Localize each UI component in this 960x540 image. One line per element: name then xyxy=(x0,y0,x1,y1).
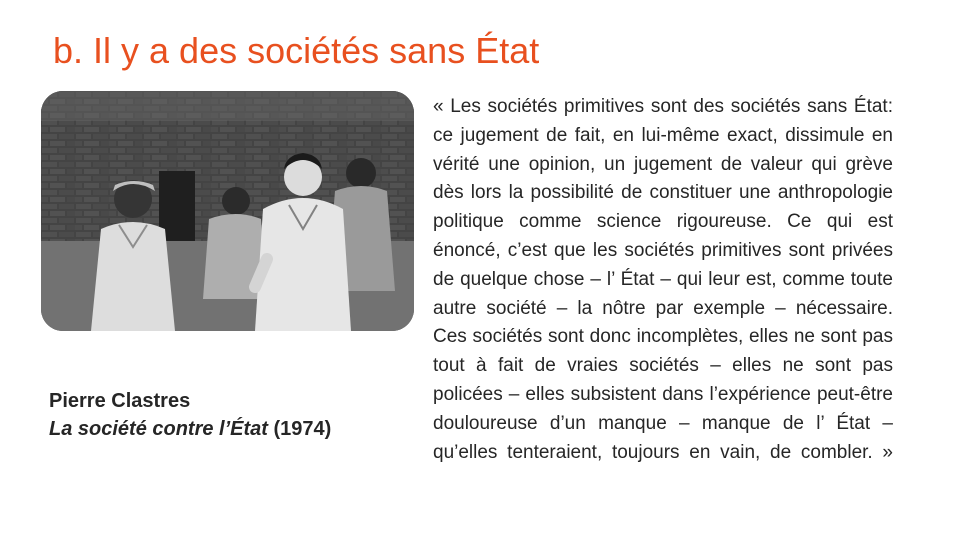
group-photo-image xyxy=(41,91,414,331)
photo-caption xyxy=(49,387,419,443)
slide-title: b. Il y a des sociétés sans État xyxy=(53,30,540,71)
caption-author: Pierre Clastres xyxy=(49,390,191,412)
quote-text: « Les sociétés primitives sont des sociétés sans État: ce jugement de fait, en lui-même exact, dissimule en vérité une opinion, un jugement de valeur qui grève dès lors la possibilité de constituer une anthropologie politique comme science rigoureuse. Ce qui est énoncé, c’est que les sociétés primitives sont privées de quelque chose – l’ État – qui leur est, comme toute autre société – la nôtre par exemple – nécessaire. Ces sociétés sont donc incomplètes, elles ne sont pas tout à fait de vraies sociétés – elles ne sont pas policées – elles subsistent dans l’expérience peut-être douloureuse d’un manque – manque de l’ État – qu’elles tenteraient, toujours en vain, de combler. » xyxy=(433,96,893,463)
caption-citation xyxy=(49,415,419,443)
caption-book-title: La société contre l’État xyxy=(49,418,268,440)
caption-year: (1974) xyxy=(267,418,332,440)
group-photo xyxy=(41,91,414,331)
